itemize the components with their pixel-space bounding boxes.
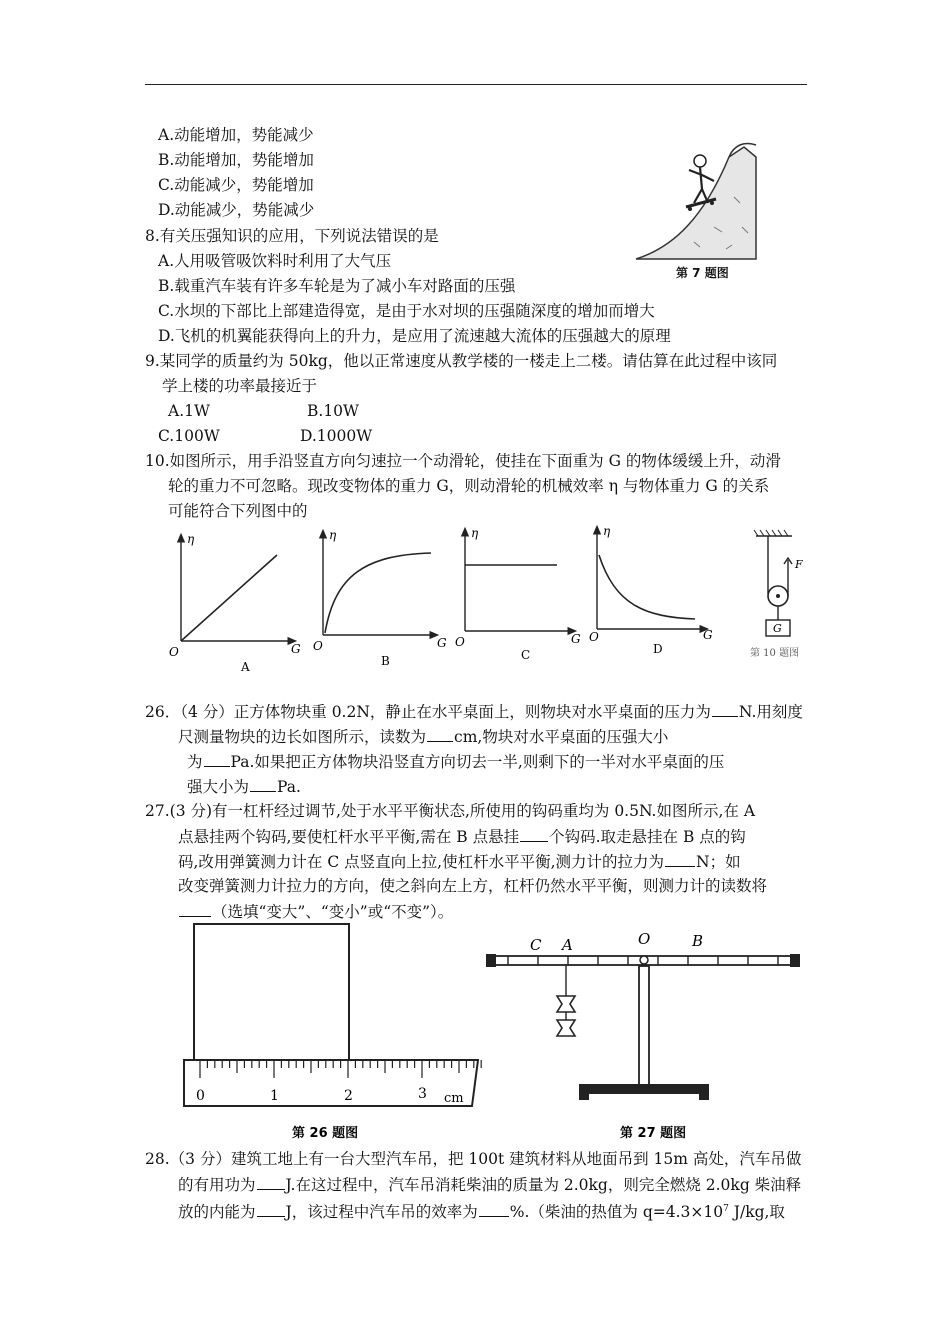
q26-figure-caption: 第 26 题图 xyxy=(292,1126,359,1141)
graph-d-label: D xyxy=(653,642,663,656)
graph-c xyxy=(455,526,581,662)
pulley-force-label: F xyxy=(795,558,803,571)
q7-option-a: A.动能增加，势能减少 xyxy=(158,126,314,144)
graph-a-label: A xyxy=(241,660,250,674)
q9-option-b: B.10W xyxy=(307,402,359,420)
ruler-tick-label-1: 1 xyxy=(270,1088,279,1104)
q26-line2-text-a: 尺测量物块的边长如图所示，读数为 xyxy=(178,728,427,746)
cube-block xyxy=(194,924,349,1060)
q26-line4-text-b: Pa. xyxy=(277,778,301,796)
q27-line3-text-b: N；如 xyxy=(696,853,741,871)
graph-a-origin: O xyxy=(169,645,179,659)
q7-option-d: D.动能减少，势能减少 xyxy=(158,201,315,219)
lever-left-nut xyxy=(486,954,496,967)
q8-option-b: B.载重汽车装有许多车轮是为了减小车对路面的压强 xyxy=(158,277,516,295)
q27-line3-text-a: 码,改用弹簧测力计在 C 点竖直向上拉,使杠杆水平平衡,测力计的拉力为 xyxy=(178,853,664,871)
q10-stem-line3: 可能符合下列图中的 xyxy=(168,502,308,520)
q28-line3-text-a: 放的内能为 xyxy=(178,1203,256,1222)
q26-line4-text-a: 强大小为 xyxy=(187,778,250,796)
q26-blank-1[interactable] xyxy=(712,701,738,717)
q28-line2-text-a: 的有用功为 xyxy=(178,1176,256,1194)
q9-option-d: D.1000W xyxy=(300,427,373,445)
q26-blank-4[interactable] xyxy=(250,776,276,792)
lever-right-nut xyxy=(790,954,800,967)
graph-b-label: B xyxy=(381,654,390,668)
q27-figure-caption: 第 27 题图 xyxy=(620,1126,687,1141)
q27-line2 xyxy=(178,826,746,847)
q27-blank-3[interactable] xyxy=(179,901,211,917)
q28-blank-2[interactable] xyxy=(257,1201,285,1217)
q28-line1: 28.（3 分）建筑工地上有一台大型汽车吊，把 100t 建筑材料从地面吊到 15m 高处，汽车吊做 xyxy=(145,1150,802,1168)
graph-a-line xyxy=(181,555,277,641)
q27-line5-text-b: （选填“变大”、“变小”或“不变”）。 xyxy=(212,903,454,921)
q28-line3-text-b: J，该过程中汽车吊的效率为 xyxy=(285,1203,478,1222)
pulley-caption: 第 10 题图 xyxy=(750,648,800,659)
q28-blank-1[interactable] xyxy=(257,1174,285,1190)
q28-line2-text-b: J.在这过程中，汽车吊消耗柴油的质量为 2.0kg，则完全燃烧 2.0kg 柴油释 xyxy=(285,1176,802,1194)
q26-line1 xyxy=(145,701,803,722)
lever-pivot xyxy=(640,956,648,964)
q10-stem-line2: 轮的重力不可忽略。现改变物体的重力 G，则动滑轮的机械效率 η 与物体重力 G 的关系 xyxy=(168,477,770,495)
lever-point-c: C xyxy=(530,936,542,954)
q7-figure xyxy=(634,137,758,279)
graph-a-x-label: G xyxy=(291,642,301,656)
q26-line3-text-b: Pa.如果把正方体物块沿竖直方向切去一半,则剩下的一半对水平桌面的压 xyxy=(230,753,725,771)
graph-b-curve xyxy=(325,553,431,633)
hook-weight-1 xyxy=(557,996,575,1012)
q28-line3 xyxy=(178,1199,785,1222)
ruler-tick-label-0: 0 xyxy=(196,1088,205,1104)
q27-blank-1[interactable] xyxy=(520,826,548,842)
q27-line2-text-b: 个钩码.取走悬挂在 B 点的钩 xyxy=(549,828,746,846)
q26-line3 xyxy=(187,751,724,772)
graph-d-x-label: G xyxy=(703,628,713,642)
graph-b-x-label: G xyxy=(437,636,447,650)
q27-line1: 27.(3 分)有一杠杆经过调节,处于水平平衡状态,所使用的钩码重均为 0.5N.如图所示,在 A xyxy=(145,802,756,820)
q26-line2 xyxy=(178,726,668,747)
q26-figure xyxy=(182,920,482,1144)
q8-option-d: D.飞机的机翼能获得向上的升力，是应用了流速越大流体的压强越大的原理 xyxy=(158,327,671,345)
q26-line4 xyxy=(187,776,301,797)
q8-option-a: A.人用吸管吸饮料时利用了大气压 xyxy=(158,252,392,270)
q9-option-c: C.100W xyxy=(158,427,220,445)
graph-a xyxy=(169,532,301,674)
q9-stem-line1: 9.某同学的质量约为 50kg，他以正常速度从教学楼的一楼走上二楼。请估算在此过程中该同 xyxy=(145,352,778,370)
q9-stem-line2: 学上楼的功率最接近于 xyxy=(162,377,318,395)
q27-figure xyxy=(484,924,810,1144)
q26-line3-text-a: 为 xyxy=(187,753,203,771)
q27-line2-text-a: 点悬挂两个钩码,要使杠杆水平平衡,需在 B 点悬挂 xyxy=(178,828,520,846)
lever-stand-post xyxy=(639,966,649,1086)
q8-stem: 8.有关压强知识的应用，下列说法错误的是 xyxy=(145,227,439,245)
graph-d xyxy=(589,525,713,656)
q10-stem-line1: 10.如图所示，用手沿竖直方向匀速拉一个动滑轮，使挂在下面重为 G 的物体缓缓上升，动滑 xyxy=(145,452,781,470)
pulley-weight-label: G xyxy=(773,622,782,635)
graph-b-origin: O xyxy=(313,639,323,653)
q26-blank-3[interactable] xyxy=(204,751,230,767)
ruler-unit: cm xyxy=(444,1091,464,1106)
header-rule xyxy=(145,84,807,85)
skateboarder-slope-illustration xyxy=(634,137,758,279)
q26-line2-text-b: cm,物块对水平桌面的压强大小 xyxy=(454,728,669,746)
q10-graphs xyxy=(165,525,725,675)
q7-figure-caption: 第 7 题图 xyxy=(676,266,729,280)
lever-point-o: O xyxy=(638,930,651,948)
q10-pulley-figure xyxy=(748,528,820,664)
q28-line3-text-d: J/kg,取 xyxy=(728,1203,785,1222)
graph-a-y-label: η xyxy=(187,532,195,546)
q27-line3 xyxy=(178,851,741,872)
q27-blank-2[interactable] xyxy=(665,851,695,867)
graph-b-y-label: η xyxy=(329,528,337,542)
q26-line1-text-b: N.用刻度 xyxy=(738,703,803,721)
q9-option-a: A.1W xyxy=(168,402,210,420)
hook-weight-2 xyxy=(557,1020,575,1036)
ruler-tick-label-3: 3 xyxy=(418,1086,427,1102)
q26-line1-text-a: 26．（4 分）正方体物块重 0.2N，静止在水平桌面上，则物块对水平桌面的压力为 xyxy=(145,703,711,721)
graph-c-origin: O xyxy=(455,635,465,649)
q7-option-b: B.动能增加，势能增加 xyxy=(158,151,314,169)
graph-d-y-label: η xyxy=(603,525,611,538)
q7-option-c: C.动能减少，势能增加 xyxy=(158,176,314,194)
ruler-body xyxy=(184,1060,478,1106)
lever-stand-base xyxy=(579,1084,709,1094)
lever-point-a: A xyxy=(562,936,573,954)
q27-line5 xyxy=(178,901,453,922)
q8-option-c: C.水坝的下部比上部建造得宽，是由于水对坝的压强随深度的增加而增大 xyxy=(158,302,655,320)
q28-line3-text-c: %.（柴油的热值为 q=4.3×10 xyxy=(509,1203,724,1222)
graph-c-y-label: η xyxy=(471,526,479,540)
q28-blank-3[interactable] xyxy=(479,1201,509,1217)
graph-b xyxy=(313,528,447,668)
graph-d-origin: O xyxy=(589,630,599,644)
q28-exponent: 7 xyxy=(723,1204,729,1214)
lever-point-b: B xyxy=(692,932,704,950)
q26-blank-2[interactable] xyxy=(427,726,453,742)
graph-c-label: C xyxy=(521,648,531,662)
graph-c-x-label: G xyxy=(571,632,581,646)
graph-d-curve xyxy=(599,555,695,619)
q27-line4: 改变弹簧测力计拉力的方向，使之斜向左上方，杠杆仍然水平平衡，则测力计的读数将 xyxy=(178,877,768,895)
ruler-tick-label-2: 2 xyxy=(344,1088,353,1104)
q28-line2 xyxy=(178,1174,801,1195)
